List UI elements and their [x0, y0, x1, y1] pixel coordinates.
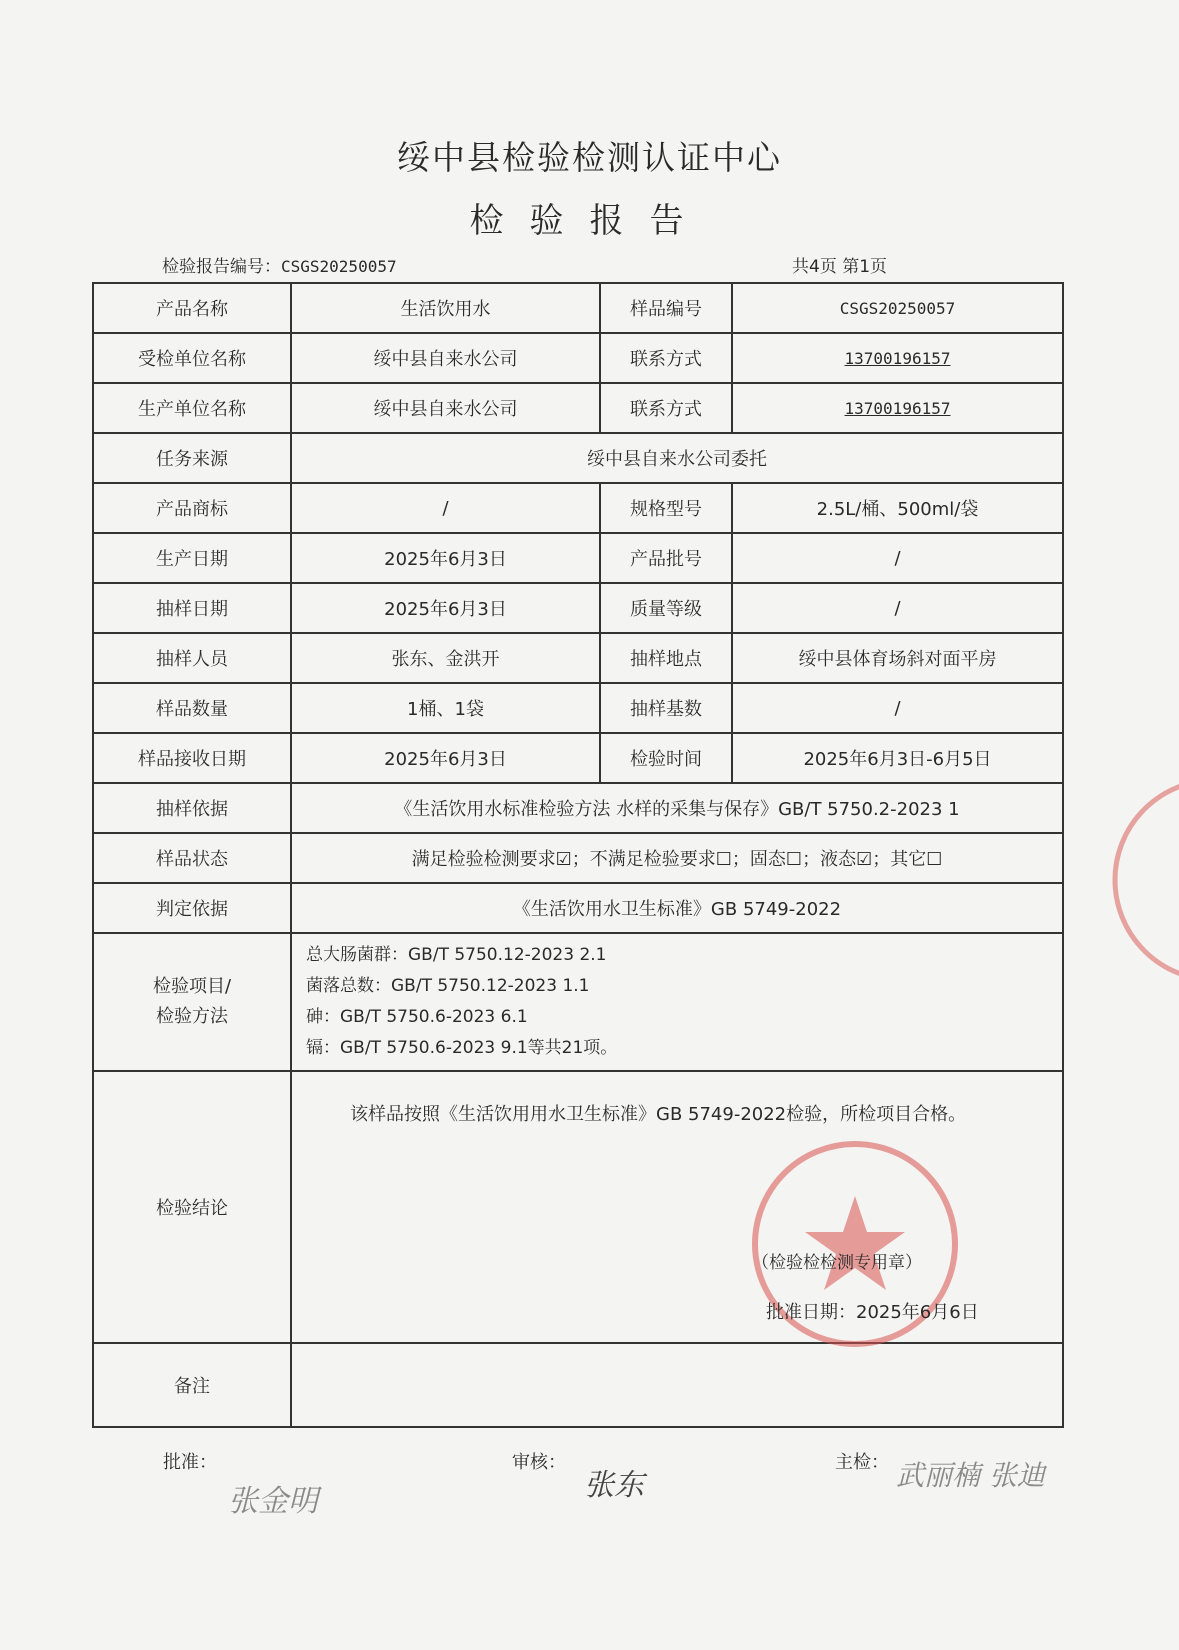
report-title: 检验报告 [469, 201, 710, 241]
items-label-line2: 检验方法 [156, 1006, 228, 1027]
organization-name: 绥中县检验检测认证中心 [397, 138, 782, 177]
table-row [93, 533, 1063, 583]
reviewer-label: 审核： [512, 1452, 566, 1473]
items-label-line1: 检验项目/ [152, 976, 232, 997]
sample-state: 满足检验检测要求☑；不满足检验要求☐；固态☐；液态☑；其它☐ [291, 833, 1063, 883]
sampling-basis: 《生活饮用水标准检验方法 水样的采集与保存》GB/T 5750.2-2023 1 [291, 783, 1063, 833]
table-row [93, 933, 1063, 1071]
product-name-label: 产品名称 [93, 283, 291, 333]
quality-grade-label: 质量等级 [600, 583, 732, 633]
conclusion-label: 检验结论 [93, 1071, 291, 1343]
task-source-label: 任务来源 [93, 433, 291, 483]
trademark-label: 产品商标 [93, 483, 291, 533]
production-date: 2025年6月3日 [291, 533, 600, 583]
remark-label: 备注 [93, 1343, 291, 1427]
report-table [92, 282, 1064, 1428]
judgement-basis: 《生活饮用水卫生标准》GB 5749-2022 [291, 883, 1063, 933]
table-row [93, 1343, 1063, 1427]
method-item: 砷：GB/T 5750.6-2023 6.1 [306, 1007, 528, 1027]
report-number [162, 252, 397, 277]
contact-phone: 13700196157 [732, 383, 1063, 433]
judgement-basis-label: 判定依据 [93, 883, 291, 933]
approver-signature: 张金明 [228, 1484, 318, 1519]
sampler-label: 抽样人员 [93, 633, 291, 683]
inspected-unit-label: 受检单位名称 [93, 333, 291, 383]
method-item: 菌落总数：GB/T 5750.12-2023 1.1 [306, 976, 590, 996]
table-row [93, 283, 1063, 333]
method-item: 镉：GB/T 5750.6-2023 9.1等共21项。 [306, 1038, 618, 1058]
contact-phone: 13700196157 [732, 333, 1063, 383]
sampling-place: 绥中县体育场斜对面平房 [732, 633, 1063, 683]
receive-date: 2025年6月3日 [291, 733, 600, 783]
table-row [93, 633, 1063, 683]
inspect-time-label: 检验时间 [600, 733, 732, 783]
partial-seal [1105, 770, 1179, 990]
approver-label: 批准： [163, 1452, 217, 1473]
trademark: / [291, 483, 600, 533]
table-row [93, 883, 1063, 933]
sample-no-label: 样品编号 [600, 283, 732, 333]
sampling-place-label: 抽样地点 [600, 633, 732, 683]
sampler: 张东、金洪开 [291, 633, 600, 683]
table-row [93, 733, 1063, 783]
spec: 2.5L/桶、500ml/袋 [732, 483, 1063, 533]
table-row [93, 1071, 1063, 1343]
table-row [93, 683, 1063, 733]
table-row [93, 583, 1063, 633]
seal-label: （检验检检测专用章） [752, 1253, 922, 1273]
page-info: 共4页 第1页 [792, 257, 888, 277]
sampling-date: 2025年6月3日 [291, 583, 600, 633]
inspector-label: 主检： [835, 1452, 889, 1473]
inspect-time: 2025年6月3日-6月5日 [732, 733, 1063, 783]
report-number-value: CSGS20250057 [281, 257, 397, 276]
table-row [93, 483, 1063, 533]
sample-state-label: 样品状态 [93, 833, 291, 883]
table-row [93, 433, 1063, 483]
batch: / [732, 533, 1063, 583]
quantity: 1桶、1袋 [291, 683, 600, 733]
batch-label: 产品批号 [600, 533, 732, 583]
remark [291, 1343, 1063, 1427]
approval-date: 批准日期：2025年6月6日 [766, 1302, 979, 1323]
method-item: 总大肠菌群：GB/T 5750.12-2023 2.1 [306, 945, 607, 965]
task-source: 绥中县自来水公司委托 [291, 433, 1063, 483]
spec-label: 规格型号 [600, 483, 732, 533]
report-number-label: 检验报告编号： [162, 257, 281, 277]
table-row [93, 783, 1063, 833]
conclusion-text: 该样品按照《生活饮用用水卫生标准》GB 5749-2022检验，所检项目合格。 [350, 1104, 967, 1125]
inspected-unit: 绥中县自来水公司 [291, 333, 600, 383]
contact-label: 联系方式 [600, 383, 732, 433]
reviewer-signature: 张东 [584, 1468, 644, 1503]
sampling-basis-label: 抽样依据 [93, 783, 291, 833]
table-row [93, 383, 1063, 433]
production-date-label: 生产日期 [93, 533, 291, 583]
producer-label: 生产单位名称 [93, 383, 291, 433]
base-label: 抽样基数 [600, 683, 732, 733]
base: / [732, 683, 1063, 733]
sampling-date-label: 抽样日期 [93, 583, 291, 633]
quality-grade: / [732, 583, 1063, 633]
conclusion-cell [291, 1071, 1063, 1343]
receive-date-label: 样品接收日期 [93, 733, 291, 783]
method-list [291, 933, 1063, 1071]
producer: 绥中县自来水公司 [291, 383, 600, 433]
table-row [93, 833, 1063, 883]
contact-label: 联系方式 [600, 333, 732, 383]
signature-area [0, 1448, 1179, 1528]
table-row [93, 333, 1063, 383]
items-label [93, 933, 291, 1071]
inspector-signature: 武丽楠 张迪 [896, 1459, 1045, 1492]
quantity-label: 样品数量 [93, 683, 291, 733]
sample-no: CSGS20250057 [732, 283, 1063, 333]
product-name: 生活饮用水 [291, 283, 600, 333]
